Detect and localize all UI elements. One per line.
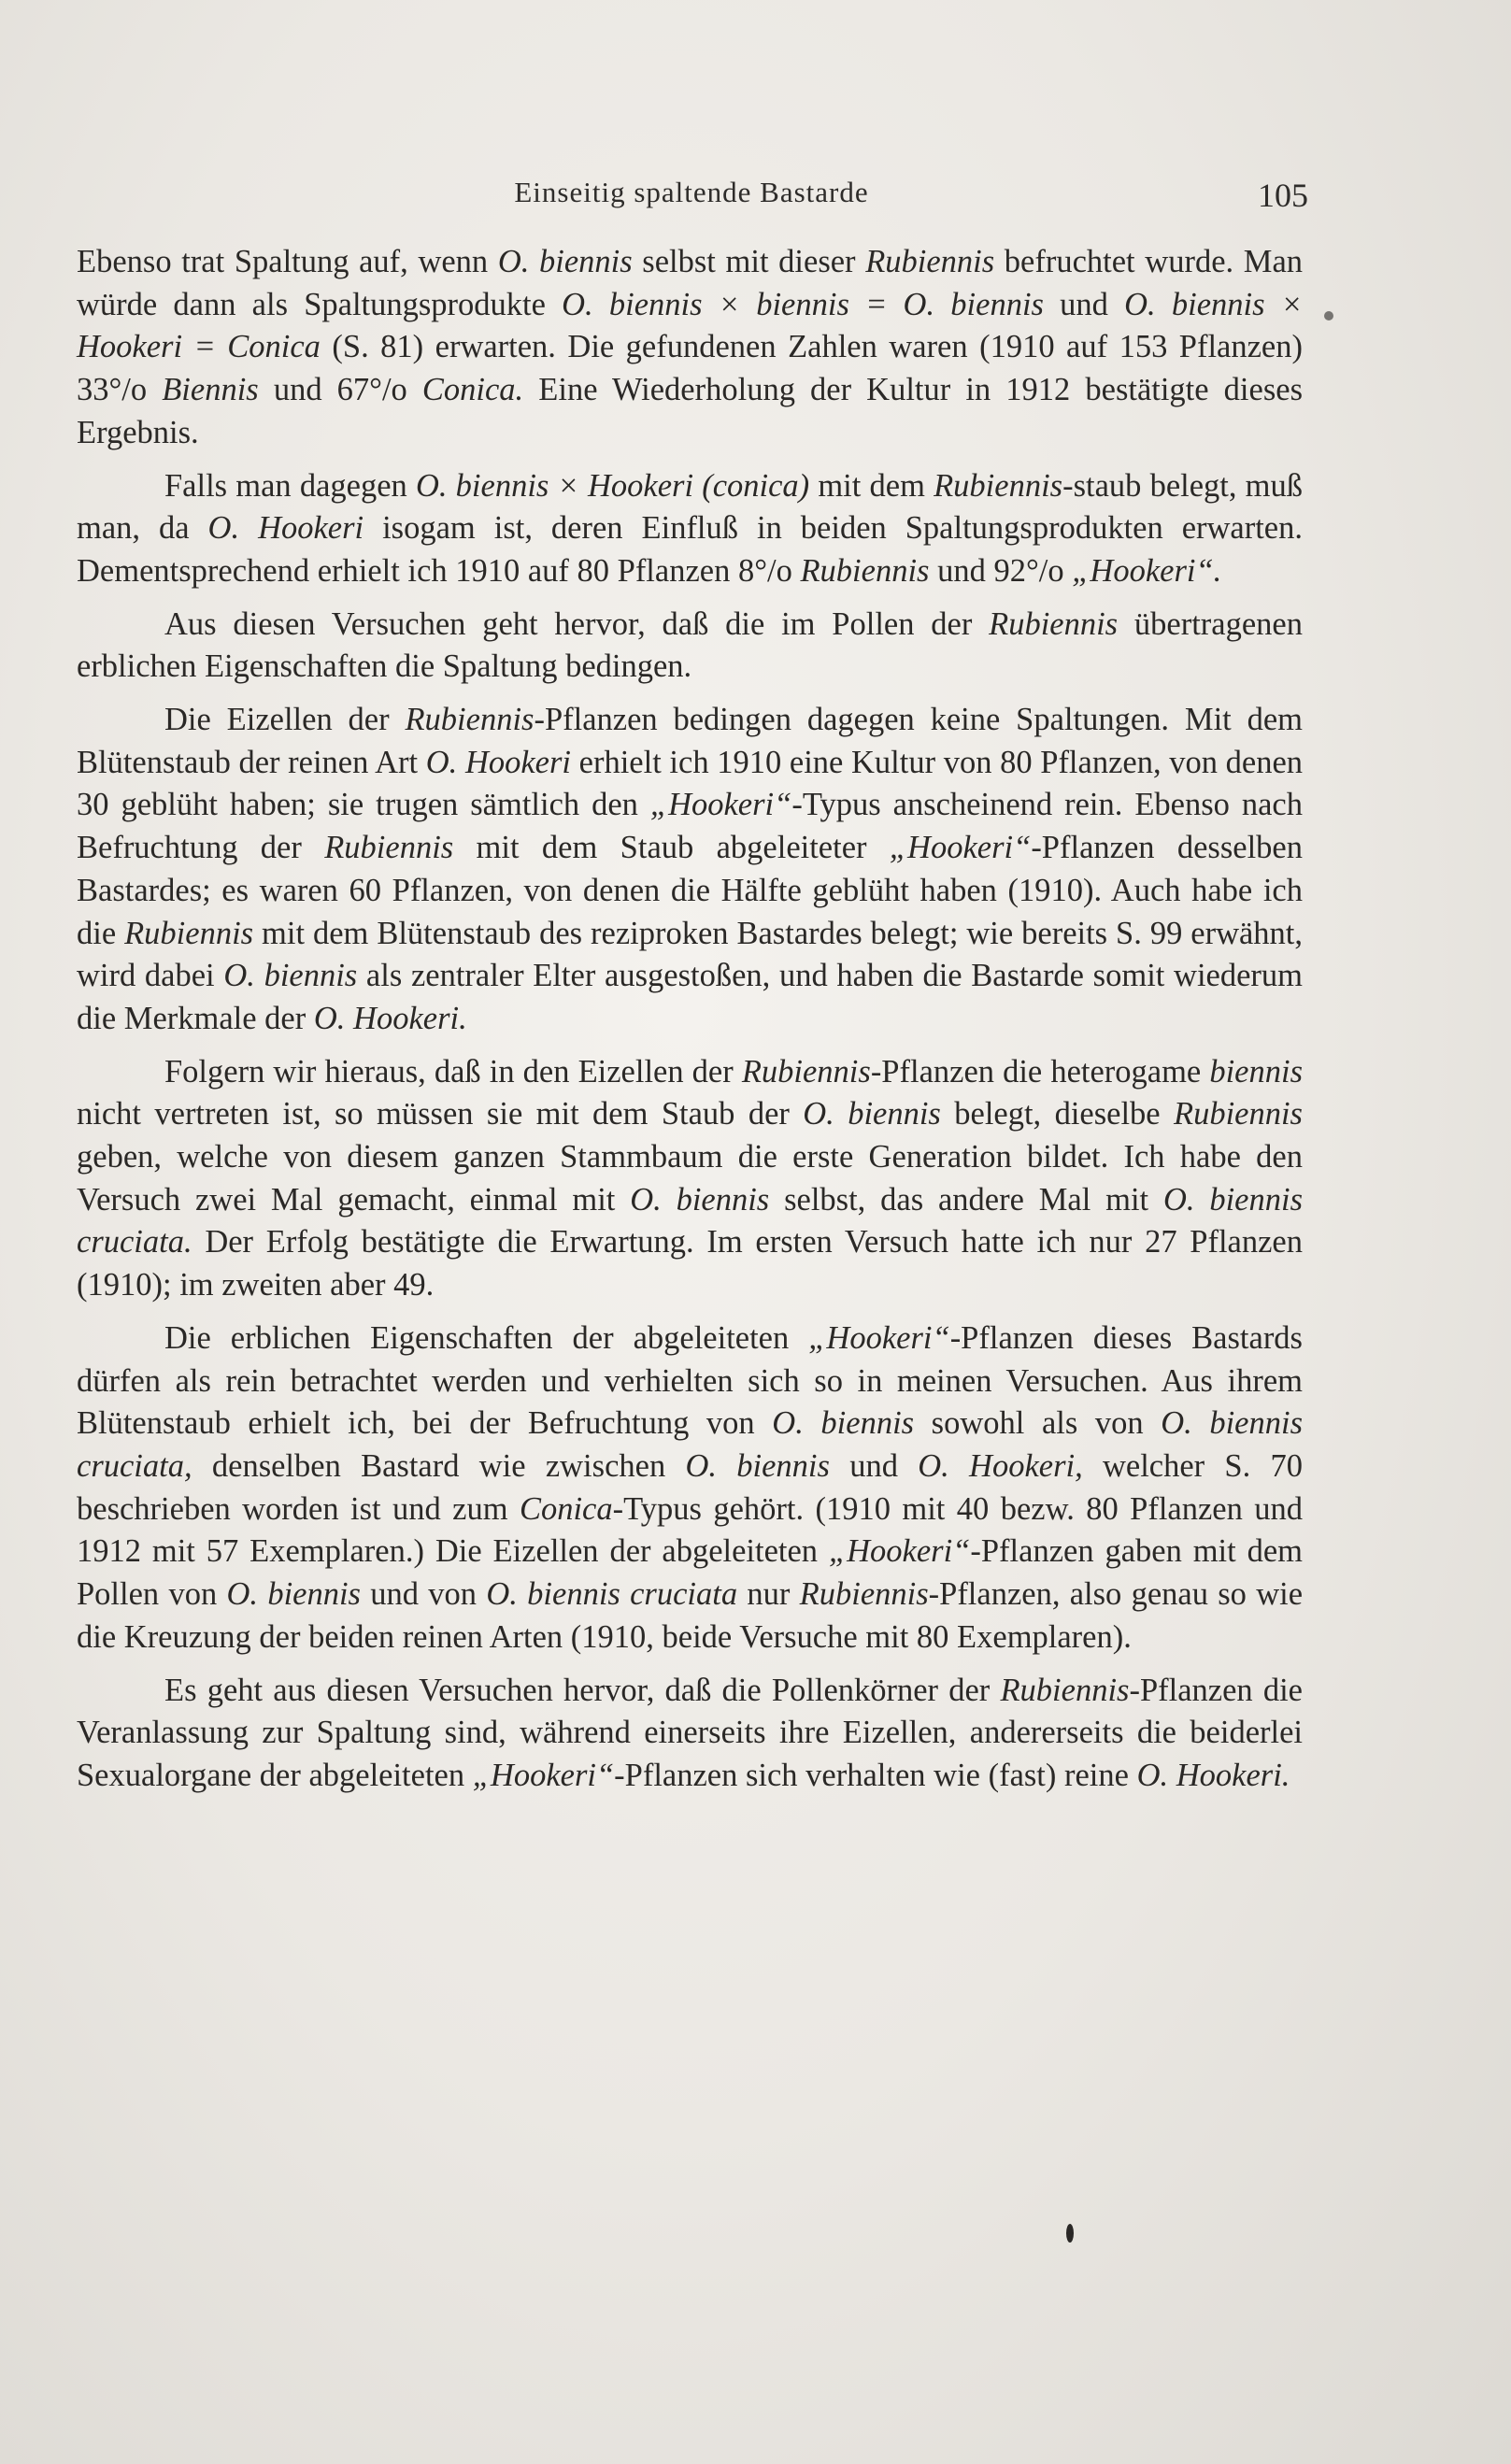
paragraph (77, 465, 1303, 593)
italic-text-run: Conica. (421, 372, 524, 408)
text-run: -Pflanzen sich verhalten wie (fast) reine (614, 1757, 1137, 1793)
text-run: -Pflanzen desselben Bastardes; es waren 60 Pflanzen, von denen die Hälfte geblüht haben (1910). Auch habe ich die (77, 830, 1303, 951)
italic-text-run: O. biennis cruciata (486, 1576, 738, 1613)
italic-text-run: O. Hookeri (207, 510, 364, 547)
italic-text-run: O. biennis (772, 1405, 915, 1442)
italic-text-run: O. Hookeri (425, 744, 572, 780)
text-run: erhielt ich 1910 eine Kultur von 80 Pflanzen, von denen 30 geblüht haben; sie trugen sämtlich den (77, 744, 1304, 823)
text-run: nur (737, 1576, 800, 1613)
text-run: und 67°/o (258, 372, 422, 408)
paragraph (77, 1670, 1303, 1798)
italic-text-run: Conica (519, 1490, 613, 1527)
text-run: Folgern wir hieraus, daß in den Eizellen der (164, 1053, 742, 1090)
italic-text-run: Rubiennis (799, 1576, 929, 1613)
italic-text-run: Rubiennis (934, 467, 1063, 504)
italic-text-run: Rubiennis (800, 552, 930, 589)
text-run: -Pflanzen die heterogame (870, 1053, 1210, 1090)
body-text (77, 241, 1303, 1808)
text-run: Es geht aus diesen Versuchen hervor, daß die Pollenkörner der (164, 1672, 1001, 1708)
paragraph (77, 604, 1303, 689)
text-run: übertragenen erblichen Eigenschaften die Spaltung bedingen. (77, 605, 1303, 685)
italic-text-run: O. biennis (226, 1576, 361, 1613)
italic-text-run: O. Hookeri. (1136, 1757, 1290, 1793)
text-run: mit dem Staub abgeleiteter (453, 830, 890, 866)
paragraph (77, 1051, 1303, 1307)
text-run: denselben Bastard wie zwischen (192, 1447, 686, 1484)
italic-text-run: O. biennis cruciata. (77, 1181, 1304, 1260)
italic-text-run: Rubiennis (741, 1053, 871, 1090)
italic-text-run: O. biennis × biennis = O. biennis (562, 286, 1044, 322)
text-run: Ebenso trat Spaltung auf, wenn (77, 244, 498, 279)
text-run: als zentraler Elter ausgestoßen, und haben die Bastarde somit wiederum die Merkmale der (77, 958, 1304, 1036)
italic-text-run: Rubiennis (124, 915, 254, 951)
page-header (75, 176, 1308, 222)
text-run: und 92°/o (929, 552, 1073, 589)
italic-text-run: O. Hookeri. (313, 1000, 467, 1036)
italic-text-run: Rubiennis (324, 830, 454, 866)
italic-text-run: O. Hookeri, (918, 1447, 1083, 1484)
text-run: -Pflanzen dieses Bastards dürfen als rein betrachtet werden und verhielten sich so in meinen Versuchen. Aus ihrem Blütenstaub erhielt ich, bei der Befruchtung von (77, 1319, 1303, 1442)
italic-text-run: biennis (1209, 1053, 1304, 1090)
ink-speck (1324, 311, 1333, 320)
text-run: mit dem (809, 467, 934, 504)
italic-text-run: Biennis (162, 372, 259, 408)
text-run: -Pflanzen gaben mit dem Pollen von (77, 1533, 1304, 1613)
italic-text-run: O. biennis (803, 1096, 941, 1132)
paragraph (77, 241, 1303, 455)
text-run: und von (360, 1576, 487, 1613)
text-run: Die Eizellen der (164, 702, 406, 738)
text-run: Der Erfolg bestätigte die Erwartung. Im ersten Versuch hatte ich nur 27 Pflanzen (1910); im zweiten aber 49. (77, 1224, 1303, 1303)
italic-text-run: Rubiennis (865, 244, 995, 279)
italic-text-run: O. biennis (497, 244, 633, 279)
italic-text-run: Rubiennis (989, 605, 1119, 642)
page-number: 105 (1258, 177, 1308, 214)
text-run: und (1043, 286, 1125, 322)
text-run: -Pflanzen, also genau so wie die Kreuzung der beiden reinen Arten (1910, beide Versuche mit 80 Exemplaren). (77, 1576, 1304, 1655)
italic-text-run: Rubiennis (405, 702, 535, 738)
text-run: isogam ist, deren Einfluß in beiden Spaltungsprodukten erwarten. Dementsprechend erhielt ich 1910 auf 80 Pflanzen 8°/o (77, 510, 1303, 589)
ink-speck (1066, 2224, 1074, 2243)
italic-text-run: „Hookeri“ (828, 1533, 971, 1570)
italic-text-run: O. biennis (685, 1447, 830, 1484)
italic-text-run: Rubiennis (1174, 1096, 1303, 1132)
text-run: (S. 81) erwarten. Die gefundenen Zahlen waren (1910 auf 153 Pflanzen) 33°/o (77, 329, 1303, 408)
text-run: sowohl als von (914, 1405, 1162, 1442)
text-run: befruchtet wurde. Man würde dann als Spaltungsprodukte (77, 244, 1304, 322)
running-title: Einseitig spaltende Bastarde (514, 176, 869, 208)
paragraph (77, 699, 1303, 1041)
text-run: mit dem Blütenstaub des reziproken Bastardes belegt; wie bereits S. 99 erwähnt, wird dabei (77, 915, 1304, 994)
text-run: und (829, 1447, 919, 1484)
italic-text-run: O. biennis (223, 958, 358, 994)
text-run: -Pflanzen bedingen dagegen keine Spaltungen. Mit dem Blütenstaub der reinen Art (77, 702, 1303, 780)
text-run: -Pflanzen die Veranlassung zur Spaltung sind, während einerseits ihre Eizellen, andererseits die beiderlei Sexualorgane der abgeleiteten (77, 1672, 1303, 1793)
text-run: Die erblichen Eigenschaften der abgeleiteten (164, 1319, 809, 1356)
paragraph (77, 1317, 1303, 1659)
text-run: selbst, das andere Mal mit (769, 1181, 1163, 1218)
text-run: Falls man dagegen (164, 467, 416, 504)
text-run: -Typus anscheinend rein. Ebenso nach Befruchtung der (77, 787, 1303, 866)
italic-text-run: „Hookeri“. (1072, 552, 1222, 589)
text-run: nicht vertreten ist, so müssen sie mit dem Staub der (77, 1096, 804, 1132)
text-run: belegt, dieselbe (940, 1096, 1174, 1132)
italic-text-run: „Hookeri“ (472, 1757, 615, 1793)
italic-text-run: „Hookeri“ (808, 1319, 950, 1356)
italic-text-run: Rubiennis (1000, 1672, 1130, 1708)
italic-text-run: O. biennis × Hookeri (conica) (415, 467, 810, 504)
text-run: geben, welche von diesem ganzen Stammbaum die erste Generation bildet. Ich habe den Versuch zwei Mal gemacht, einmal mit (77, 1139, 1303, 1218)
text-run: welcher S. 70 beschrieben worden ist und zum (77, 1447, 1304, 1527)
italic-text-run: O. biennis cruciata, (77, 1405, 1303, 1484)
italic-text-run: „Hookeri“ (649, 787, 792, 823)
text-run: selbst mit dieser (632, 244, 866, 279)
italic-text-run: „Hookeri“ (889, 830, 1032, 866)
italic-text-run: O. biennis × Hookeri = Conica (77, 286, 1304, 365)
italic-text-run: O. biennis (630, 1181, 770, 1218)
text-run: Aus diesen Versuchen geht hervor, daß die im Pollen der (164, 605, 990, 642)
text-run: -Typus gehört. (1910 mit 40 bezw. 80 Pflanzen und 1912 mit 57 Exemplaren.) Die Eizellen der abgeleiteten (77, 1490, 1303, 1570)
text-run: Eine Wiederholung der Kultur in 1912 bestätigte dieses Ergebnis. (77, 372, 1303, 450)
text-run: -staub belegt, muß man, da (77, 467, 1303, 547)
